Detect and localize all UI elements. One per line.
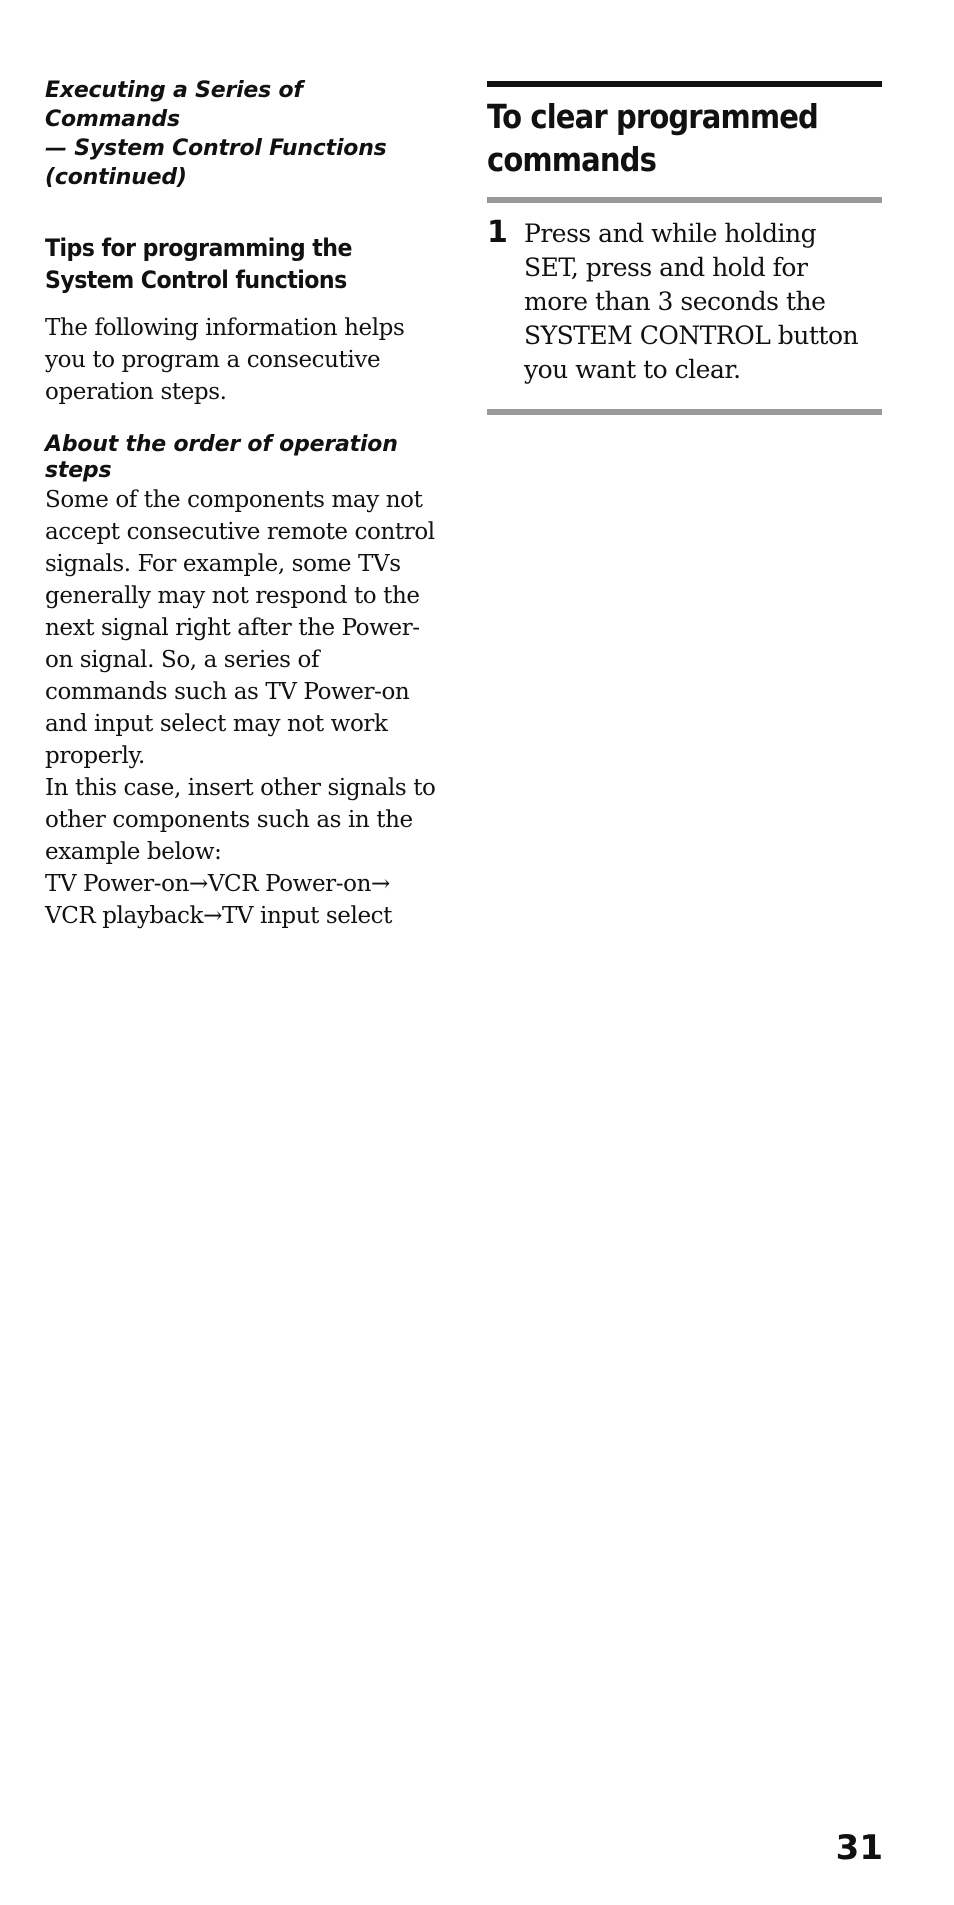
text-line: on signal. So, a series of	[45, 647, 320, 673]
minor-head-line: steps	[45, 458, 112, 483]
order-paragraph-2	[45, 772, 440, 868]
running-head-line: — System Control Functions	[45, 136, 387, 161]
text-line: you to program a consecutive	[45, 347, 381, 373]
text-line: and input select may not work	[45, 711, 388, 737]
section-title	[487, 95, 883, 181]
text-line: next signal right after the Power-	[45, 615, 420, 641]
text-line: accept consecutive remote control	[45, 519, 435, 545]
text-line: Press and while holding	[524, 219, 817, 248]
step-bottom-rule	[487, 409, 882, 415]
intro-paragraph	[45, 312, 440, 408]
sequence-line: TV Power-on→VCR Power-on→	[45, 871, 390, 897]
text-line: properly.	[45, 743, 145, 769]
running-head	[45, 76, 440, 192]
text-line: In this case, insert other signals to	[45, 775, 436, 801]
tips-subhead	[45, 232, 431, 296]
subhead-line: System Control functions	[45, 266, 347, 294]
text-line: more than 3 seconds the	[524, 287, 826, 316]
text-line: signals. For example, some TVs	[45, 551, 401, 577]
step-1	[487, 217, 882, 387]
text-line: commands such as TV Power-on	[45, 679, 410, 705]
order-paragraph-1	[45, 484, 440, 772]
step-number: 1	[487, 215, 508, 250]
text-line: generally may not respond to the	[45, 583, 420, 609]
example-sequence	[45, 868, 440, 932]
page-number: 31	[835, 1828, 883, 1868]
text-line: SYSTEM CONTROL button	[524, 321, 859, 350]
text-line: operation steps.	[45, 379, 227, 405]
text-line: Some of the components may not	[45, 487, 423, 513]
minor-head-line: About the order of operation	[45, 432, 398, 457]
left-column	[45, 76, 440, 932]
order-minor-head	[45, 432, 440, 484]
subhead-line: Tips for programming the	[45, 234, 352, 262]
text-line: you want to clear.	[524, 355, 741, 384]
text-line: The following information helps	[45, 315, 405, 341]
step-text	[524, 217, 882, 387]
text-line: SET, press and hold for	[524, 253, 808, 282]
text-line: example below:	[45, 839, 222, 865]
running-head-line: Executing a Series of Commands	[45, 78, 303, 132]
title-divider	[487, 197, 882, 203]
section-title-line: To clear programmed	[487, 97, 818, 136]
section-title-line: commands	[487, 140, 656, 179]
section-top-rule	[487, 81, 882, 87]
right-column	[487, 81, 882, 415]
sequence-line: VCR playback→TV input select	[45, 903, 392, 929]
text-line: other components such as in the	[45, 807, 413, 833]
running-head-line: (continued)	[45, 165, 187, 190]
